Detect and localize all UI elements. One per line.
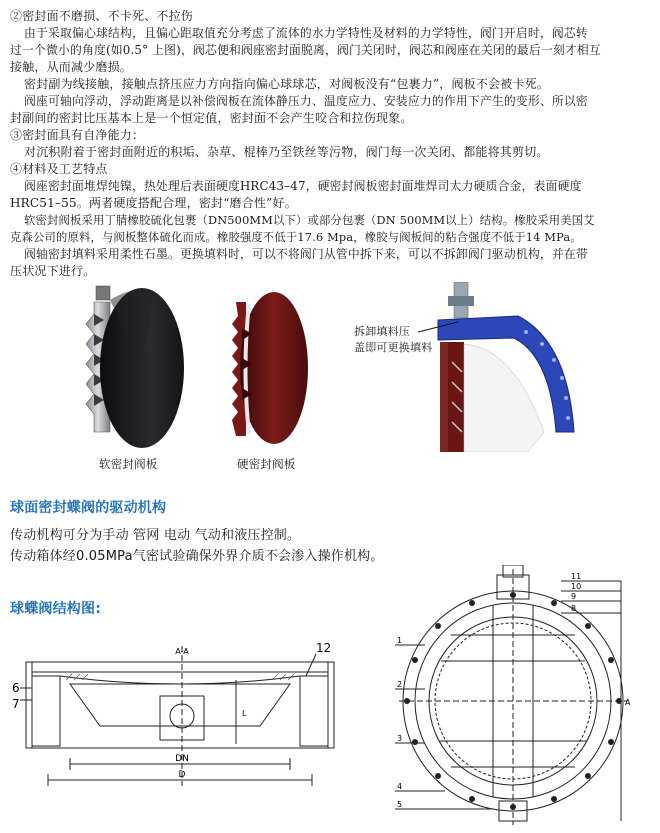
hard-seal-disc-image (222, 288, 312, 450)
soft-seal-caption: 软密封阀板 (99, 457, 158, 471)
paragraph-line: 过一个微小的角度(如0.5° 上图)，阀芯便和阀座密封面脱离，阀门关闭时，阀芯和阀座在关闭的最后一刻才相互 (10, 43, 601, 57)
dimension-label: DN (175, 754, 189, 764)
part-number: 12 (316, 641, 332, 655)
paragraph-line: 密封副为线接触，接触点挤压应力方向指向偏心球球芯，对阀板没有“包裹力”，阀板不会被卡死。 (24, 77, 550, 91)
paragraph-line: 软密封阀板采用丁腈橡胶硫化包裹（DN500MM以下）或部分包裹（DN 500MM以上）结构。橡胶采用美国艾 (24, 214, 595, 227)
callout-label: 拆卸填料压 (354, 325, 410, 338)
valve-front-view-drawing (385, 565, 640, 827)
paragraph-line: 阀座密封面堆焊纯镍，热处理后表面硬度HRC43–47，硬密封阀板密封面堆焊司太力硬质合金，表面硬度 (24, 179, 582, 193)
paragraph-line: 由于采取偏心球结构，且偏心距取值充分考虑了流体的水力学特性及材料的力学特性，阀门开启时，阀芯转 (24, 26, 588, 40)
paragraph-line: 阀轴密封填料采用柔性石墨。更换填料时，可以不将阀门从管中拆下来，可以不拆卸阀门驱动机构，并在带 (24, 247, 588, 261)
valve-side-section-drawing (10, 640, 350, 790)
soft-seal-disc-image (80, 282, 200, 452)
paragraph-line: 接触，从而减少磨损。 (10, 60, 133, 74)
dimension-label: D (178, 770, 186, 780)
drive-line: 传动箱体经0.05MPa气密试验确保外界介质不会渗入操作机构。 (10, 549, 384, 564)
part-number: 11 (571, 572, 582, 581)
part-number: 5 (397, 800, 403, 809)
heading-materials: ④材料及工艺特点 (10, 162, 108, 176)
paragraph-line: 克森公司的原料，与阀板整体硫化而成。橡胶强度不低于17.6 Mpa，橡胶与阀板间的粘合强度不低于14 MPa。 (10, 231, 582, 244)
drive-line: 传动机构可分为手动 管网 电动 气动和液压控制。 (10, 528, 301, 543)
paragraph-line: 阀座可轴向浮动，浮动距离是以补偿阀板在流体静压力、温度应力、安装应力的作用下产生的变形、所以密 (24, 94, 588, 108)
paragraph-line: HRC51–55。两者硬度搭配合理，密封“磨合性”好。 (10, 196, 297, 210)
part-number: 8 (571, 604, 577, 613)
dimension-label: L (242, 709, 247, 718)
paragraph-line: 对沉积附着于密封面附近的积垢、杂草、棍棒乃至铁丝等污物，阀门每一次关闭、都能将其剪切。 (24, 145, 549, 159)
part-number: 1 (397, 636, 403, 645)
section-label: A-A (175, 647, 189, 656)
paragraph-line: 压状况下进行。 (10, 264, 96, 278)
heading-seal-no-wear: ②密封面不磨损、不卡死、不拉伤 (10, 9, 194, 23)
part-number: 2 (397, 680, 403, 689)
structure-section-title: 球蝶阀结构图: (10, 601, 101, 617)
valve-cutaway-image (418, 282, 578, 452)
part-number: 3 (397, 734, 403, 743)
heading-self-clean: ③密封面具有自净能力： (10, 128, 145, 142)
paragraph-line: 封副间的密封比压基本上是一个恒定值，密封面不会产生咬合和拉伤现象。 (10, 111, 413, 125)
part-number: 6 (12, 681, 20, 695)
callout-label: 盖即可更换填料 (354, 341, 433, 354)
part-number: 10 (571, 582, 582, 591)
part-number: 9 (571, 592, 577, 601)
hard-seal-caption: 硬密封阀板 (237, 457, 296, 471)
drive-section-title: 球面密封蝶阀的驱动机构 (10, 500, 167, 516)
part-number: 7 (12, 697, 20, 711)
part-number: 4 (397, 782, 403, 791)
dimension-label: A (625, 698, 631, 707)
